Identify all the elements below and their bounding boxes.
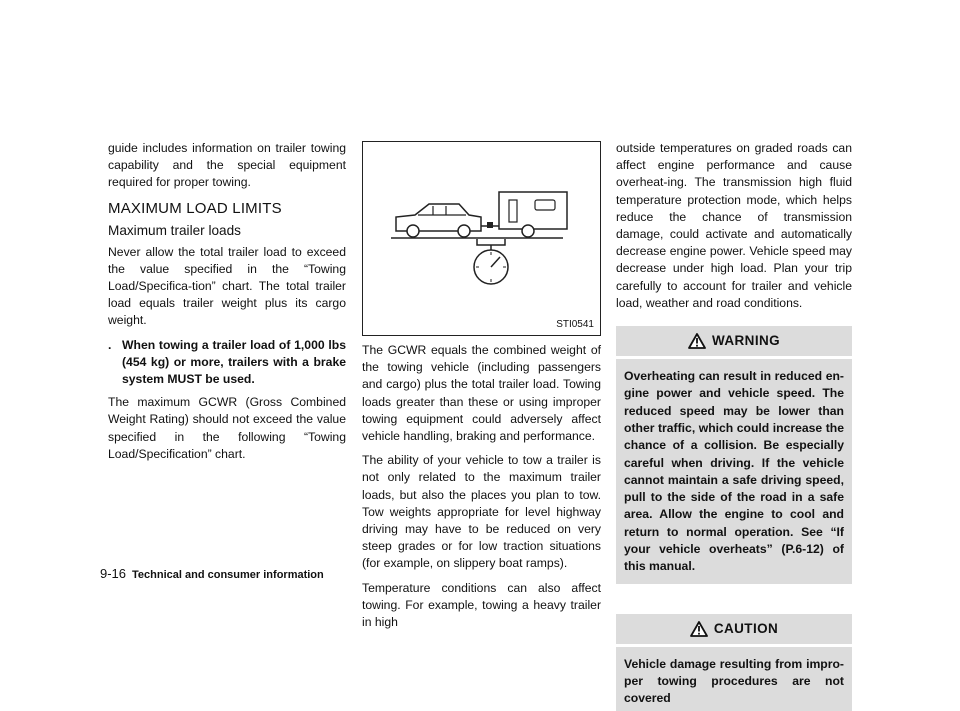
section-title: Technical and consumer information bbox=[132, 569, 324, 581]
section-heading: MAXIMUM LOAD LIMITS bbox=[108, 199, 282, 217]
figure-label: STI0541 bbox=[556, 319, 594, 330]
caution-box bbox=[616, 614, 852, 711]
trailer-door bbox=[509, 200, 517, 222]
car-wheel-rear bbox=[458, 225, 470, 237]
tow-ability-paragraph: The ability of your vehicle to tow a trailer is not only related to the maximum trailer loads, but also the places you plan to tow. Tow weights appropriate for level highway driving may have to be reduced on very steep grades or for low traction situations (for example, on slippery boat ramps). bbox=[362, 453, 601, 571]
scale-illustration bbox=[363, 142, 602, 337]
trailer-window bbox=[535, 200, 555, 210]
page-footer bbox=[100, 565, 324, 584]
intro-paragraph: guide includes information on trailer towing capability and the special equipment required for proper towing. bbox=[108, 141, 346, 190]
trailer-wheel bbox=[522, 225, 534, 237]
gcwr-explanation-paragraph: The GCWR equals the combined weight of the towing vehicle (including passengers and cargo) plus the total trailer load. Towing loads greater than these or using improper towing equipment could adversely affect vehicle handling, braking and performance. bbox=[362, 343, 601, 444]
warning-header bbox=[616, 326, 852, 356]
bullet-mark: . bbox=[108, 337, 112, 352]
temperature-paragraph: Temperature conditions can also affect towing. For example, towing a heavy trailer in high bbox=[362, 580, 601, 630]
subsection-heading: Maximum trailer loads bbox=[108, 222, 241, 238]
column-3 bbox=[616, 140, 852, 711]
trailer-load-paragraph: Never allow the total trailer load to exceed the value specified in the “Towing Load/Specifica-tion” chart. The total trailer load equals trailer weight plus its cargo weight. bbox=[108, 244, 346, 328]
overheat-paragraph: outside temperatures on graded roads can affect engine performance and cause overheat-ing. The transmission high fluid temperature protection mode, which helps reduce the chance of transmission damage, could activate and automatically decrease engine power. Vehicle speed may decrease under high load. Plan your trip carefully to account for trailer and vehicle load, weather and road conditions. bbox=[616, 141, 852, 310]
column-2 bbox=[362, 141, 601, 638]
scale-platform bbox=[477, 239, 505, 245]
caution-header bbox=[616, 614, 852, 644]
towing-figure bbox=[362, 141, 601, 336]
car-wheel-front bbox=[407, 225, 419, 237]
warning-title: WARNING bbox=[711, 333, 781, 349]
warning-triangle-icon bbox=[688, 333, 706, 349]
warning-text: Overheating can result in reduced en-gine power and vehicle speed. The reduced speed may be lower than other traffic, which could increase the chance of a collision. Be especially careful when driving. If the vehicle cannot maintain a safe driving speed, pull to the side of the road in a safe area. Allow the engine to cool and return to normal operation. See “If your vehicle overheats” (P.6-12) of this manual. bbox=[616, 362, 852, 584]
caution-title: CAUTION bbox=[713, 620, 779, 636]
page-number: 9-16 bbox=[100, 566, 127, 581]
warning-box bbox=[616, 326, 852, 584]
hitch-ball bbox=[487, 222, 493, 228]
gcwr-paragraph: The maximum GCWR (Gross Combined Weight Rating) should not exceed the value specified in the following “Towing Load/Specification” chart. bbox=[108, 395, 346, 461]
column-1 bbox=[108, 140, 346, 470]
bullet-text: When towing a trailer load of 1,000 lbs (454 kg) or more, trailers with a brake system MUST be used. bbox=[122, 337, 346, 387]
brake-bullet bbox=[108, 337, 346, 389]
caution-text: Vehicle damage resulting from impro-per towing procedures are not covered bbox=[616, 650, 852, 711]
caution-triangle-icon bbox=[690, 621, 708, 637]
